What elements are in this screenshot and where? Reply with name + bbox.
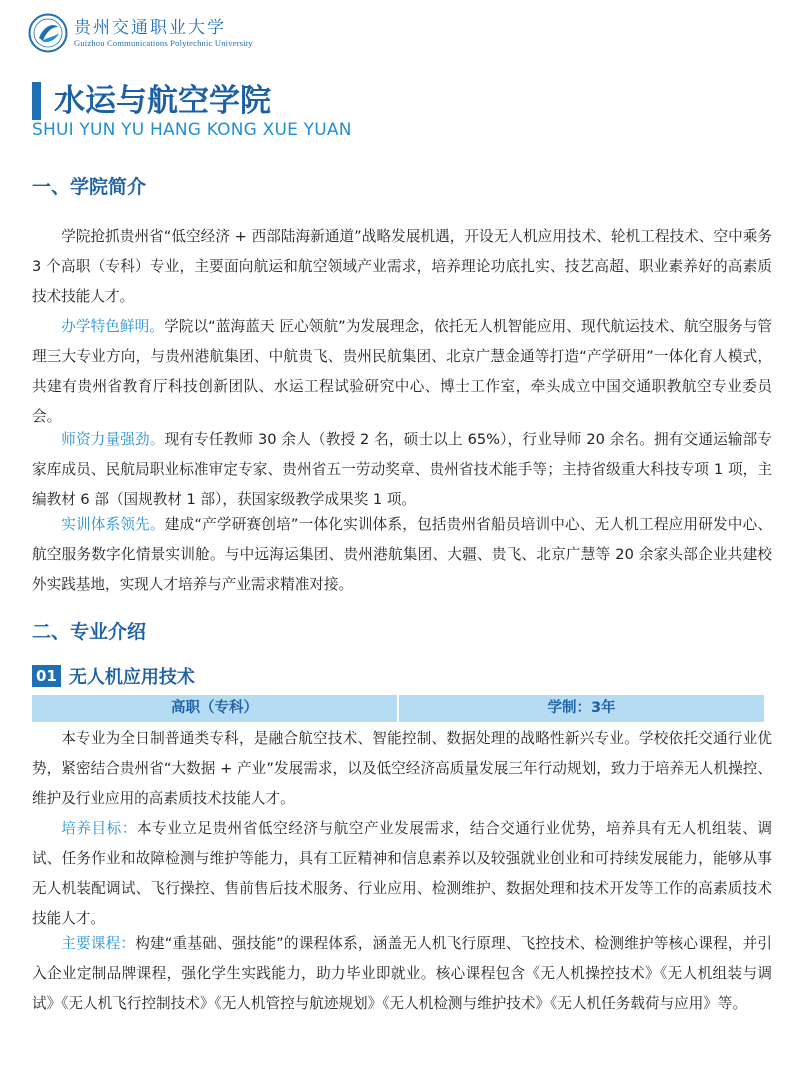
- section-heading-intro: 一、学院简介: [32, 176, 147, 198]
- major-duration: 学制：3年: [547, 700, 616, 716]
- section-heading-majors: 二、专业介绍: [32, 621, 147, 643]
- feature-text: 学院以“蓝海蓝天 匠心领航”为发展理念，依托无人机智能应用、现代航运技术、航空服务与管理三大专业方向，与贵州港航集团、中航贵飞、贵州民航集团、北京广慧金通等打造“产学研用”一体化育人模式，共建有贵州省教育厅科技创新团队、水运工程试验研究中心、博士工作室，牵头成立中国交通职教航空专业委员会。: [32, 318, 772, 425]
- major-name: 无人机应用技术: [68, 667, 195, 688]
- goal-text: 本专业立足贵州省低空经济与航空产业发展需求，结合交通行业优势，培养具有无人机组装、调试、任务作业和故障检测与维护等能力，具有工匠精神和信息素养以及较强就业创业和可持续发展能力，能够从事无人机装配调试、飞行操控、售前售后技术服务、行业应用、检测维护、数据处理和技术开发等工作的高素质技术技能人才。: [32, 820, 772, 927]
- major-level: 高职（专科）: [171, 700, 258, 716]
- school-name-cn: 贵州交通职业大学: [74, 17, 226, 38]
- page-subtitle: SHUI YUN YU HANG KONG XUE YUAN: [32, 120, 352, 140]
- feature-label: 实训体系领先。: [61, 516, 165, 533]
- major-courses-paragraph: [32, 929, 772, 1019]
- feature-paragraph-faculty: [32, 425, 772, 515]
- feature-label: 师资力量强劲。: [61, 431, 165, 448]
- college-intro-paragraph: 学院抢抓贵州省“低空经济 + 西部陆海新通道”战略发展机遇，开设无人机应用技术、轮机工程技术、空中乘务 3 个高职（专科）专业，主要面向航运和航空领域产业需求，培养理论功底扎实、技艺高超、职业素养好的高素质技术技能人才。: [32, 228, 772, 305]
- page-title: 水运与航空学院: [54, 83, 271, 119]
- header: [28, 12, 253, 54]
- school-name-en: Guizhou Communications Polytechnic University: [74, 37, 253, 48]
- logo-text: [74, 18, 253, 49]
- courses-text: 构建“重基础、强技能”的课程体系，涵盖无人机飞行原理、飞控技术、检测维护等核心课程，并引入企业定制品牌课程，强化学生实践能力，助力毕业即就业。核心课程包含《无人机操控技术》《无人机组装与调试》《无人机飞行控制技术》《无人机管控与航迹规划》《无人机检测与维护技术》《无人机任务载荷与应用》等。: [32, 935, 772, 1012]
- major-info-bar: [32, 695, 764, 722]
- major-goal-paragraph: [32, 814, 772, 934]
- school-emblem-icon: [28, 13, 68, 53]
- feature-text: 现有专任教师 30 余人（教授 2 名，硕士以上 65%），行业导师 20 余名。拥有交通运输部专家库成员、民航局职业标准审定专家、贵州省五一劳动奖章、贵州省技术能手等；主持省级重大科技专项 1 项，主编教材 6 部（国规教材 1 部），获国家级教学成果奖 1 项。: [32, 431, 772, 508]
- feature-paragraph-training: [32, 510, 772, 600]
- feature-text: 建成“产学研赛创培”一体化实训体系，包括贵州省船员培训中心、无人机工程应用研发中心、航空服务数字化情景实训舱。与中远海运集团、贵州港航集团、大疆、贵飞、北京广慧等 20 余家头部企业共建校外实践基地，实现人才培养与产业需求精准对接。: [32, 516, 772, 593]
- title-accent-bar: [32, 82, 41, 120]
- major-description-paragraph: 本专业为全日制普通类专科，是融合航空技术、智能控制、数据处理的战略性新兴专业。学校依托交通行业优势，紧密结合贵州省“大数据 + 产业”发展需求，以及低空经济高质量发展三年行动规划，致力于培养无人机操控、维护及行业应用的高素质技术技能人才。: [32, 730, 772, 807]
- feature-paragraph-characteristics: [32, 312, 772, 432]
- goal-label: 培养目标：: [61, 820, 137, 837]
- major-header: [32, 664, 195, 688]
- courses-label: 主要课程：: [61, 935, 136, 952]
- feature-label: 办学特色鲜明。: [61, 318, 165, 335]
- major-number-badge: 01: [32, 665, 61, 687]
